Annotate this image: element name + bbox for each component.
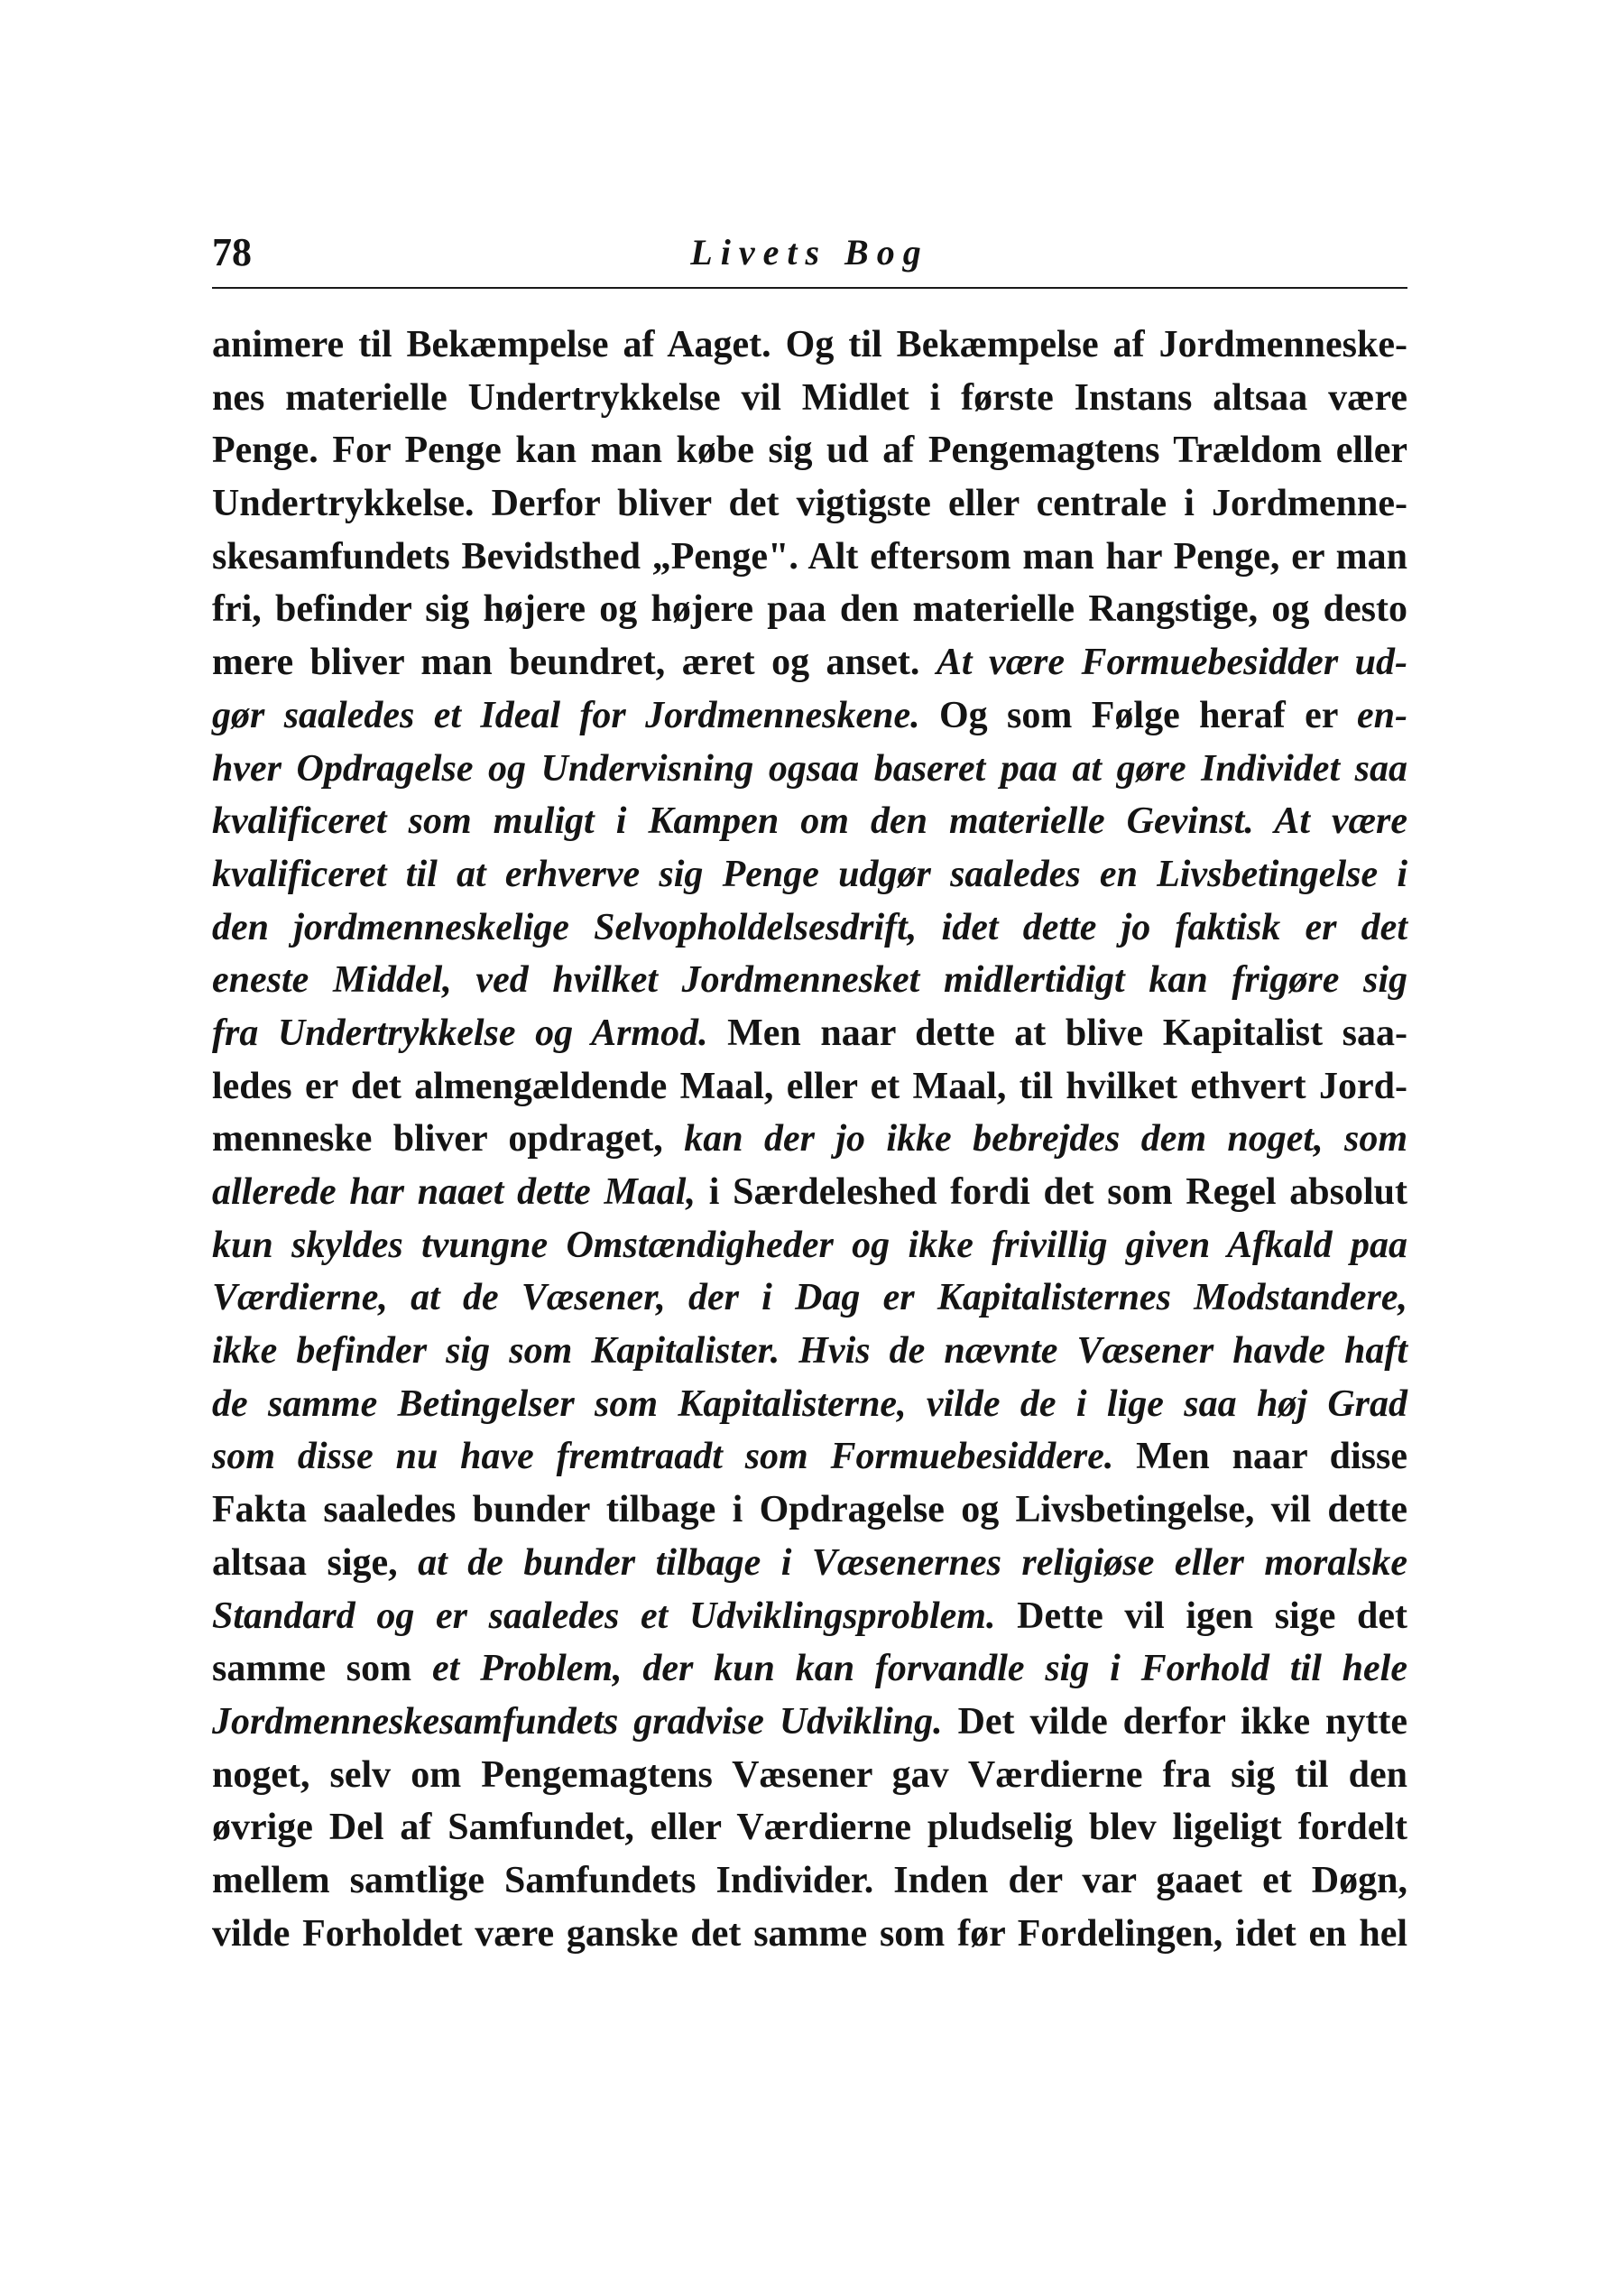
text-run: vilde Forholdet være ganske det samme som før Fordelingen, idet en hel <box>212 1912 1407 1955</box>
italic-text: at de bunder tilbage i Væsenernes religiøse eller moralske <box>418 1541 1408 1584</box>
text-run: Dette vil igen sige det <box>995 1595 1407 1637</box>
text-line <box>212 636 1407 689</box>
text-run: Penge. For Penge kan man købe sig ud af Pengemagtens Trældom eller <box>212 430 1407 472</box>
text-line <box>212 1325 1407 1378</box>
text-line <box>212 954 1407 1007</box>
text-line <box>212 1537 1407 1590</box>
text-run: Men naar dette at blive Kapitalist saa- <box>707 1012 1407 1054</box>
text-run: altsaa sige, <box>212 1541 419 1584</box>
text-line <box>212 1642 1407 1696</box>
text-run: mere bliver man beundret, æret og anset. <box>212 642 937 684</box>
italic-text: kvalificeret til at erhverve sig Penge udgør saaledes en Livsbetingelse i <box>212 853 1407 895</box>
text-line <box>212 1007 1407 1060</box>
text-line <box>212 1801 1407 1854</box>
text-line <box>212 1378 1407 1431</box>
text-line <box>212 848 1407 901</box>
italic-text: At være Formuebesidder ud- <box>936 642 1408 684</box>
running-head <box>212 221 1407 284</box>
text-run: menneske bliver opdraget, <box>212 1118 685 1160</box>
text-line <box>212 477 1407 531</box>
text-run: fri, befinder sig højere og højere paa den materielle Rangstige, og desto <box>212 588 1407 631</box>
text-line <box>212 901 1407 955</box>
italic-text: kan der jo ikke bebrejdes dem noget, som <box>684 1118 1407 1160</box>
italic-text: fra Undertrykkelse og Armod. <box>212 1012 708 1054</box>
text-line <box>212 319 1407 372</box>
italic-text: de samme Betingelser som Kapitalisterne, vilde de i lige saa høj Grad <box>212 1382 1407 1425</box>
text-line <box>212 531 1407 584</box>
italic-text: som disse nu have fremtraadt som Formuebesiddere. <box>212 1436 1114 1478</box>
text-run: mellem samtlige Samfundets Individer. Inden der var gaaet et Døgn, <box>212 1859 1407 1901</box>
text-run: nes materielle Undertrykkelse vil Midlet i første Instans altsaa være <box>212 376 1407 419</box>
italic-text: ikke befinder sig som Kapitalister. Hvis de nævnte Væsener havde haft <box>212 1330 1407 1373</box>
italic-text: gør saaledes et Ideal for Jordmenneskene. <box>212 694 920 736</box>
text-run: skesamfundets Bevidsthed „Penge". Alt eftersom man har Penge, er man <box>212 535 1407 578</box>
running-title: Livets Bog <box>690 232 929 273</box>
text-run: Fakta saaledes bunder tilbage i Opdragelse og Livsbetingelse, vil dette <box>212 1489 1407 1531</box>
text-line <box>212 1271 1407 1325</box>
text-line <box>212 1484 1407 1537</box>
text-line <box>212 1060 1407 1114</box>
text-run: ledes er det almengældende Maal, eller et Maal, til hvilket ethvert Jord- <box>212 1065 1407 1107</box>
text-run: animere til Bekæmpelse af Aaget. Og til Bekæmpelse af Jordmenneske- <box>212 324 1407 365</box>
text-run: Undertrykkelse. Derfor bliver det vigtigste eller centrale i Jordmenne- <box>212 483 1407 525</box>
text-line <box>212 1696 1407 1749</box>
text-line <box>212 583 1407 636</box>
italic-text: kvalificeret som muligt i Kampen om den materielle Gevinst. At være <box>212 800 1407 843</box>
italic-text: Standard og er saaledes et Udviklingsproblem. <box>212 1595 996 1637</box>
text-run: samme som <box>212 1648 432 1690</box>
italic-text: kun skyldes tvungne Omstændigheder og ikke frivillig given Afkald paa <box>212 1224 1407 1266</box>
text-line <box>212 1219 1407 1272</box>
text-line <box>212 424 1407 477</box>
text-line <box>212 1749 1407 1802</box>
italic-text: hver Opdragelse og Undervisning ogsaa baseret paa at gøre Individet saa <box>212 747 1407 790</box>
text-run: Det vilde derfor ikke nytte <box>942 1700 1407 1743</box>
text-line <box>212 1113 1407 1166</box>
header-rule <box>212 287 1407 289</box>
text-line <box>212 372 1407 425</box>
text-line <box>212 689 1407 743</box>
page-number: 78 <box>212 230 252 274</box>
italic-text: allerede har naaet dette Maal, <box>212 1171 696 1213</box>
italic-text: Værdierne, at de Væsener, der i Dag er Kapitalisternes Modstandere, <box>212 1277 1407 1319</box>
body-text <box>212 319 1407 1960</box>
italic-text: den jordmenneskelige Selvopholdelsesdrift, idet dette jo faktisk er det <box>212 906 1407 948</box>
italic-text: Jordmenneskesamfundets gradvise Udvikling. <box>212 1700 943 1743</box>
text-line <box>212 1908 1407 1961</box>
text-line <box>212 1590 1407 1643</box>
text-run: i Særdeleshed fordi det som Regel absolut <box>695 1171 1407 1213</box>
italic-text: en- <box>1356 694 1407 736</box>
text-line <box>212 1430 1407 1484</box>
text-run: Men naar disse <box>1113 1436 1407 1478</box>
text-line <box>212 1166 1407 1219</box>
italic-text: eneste Middel, ved hvilket Jordmennesket midlertidigt kan frigøre sig <box>212 959 1407 1002</box>
text-line <box>212 795 1407 848</box>
italic-text: et Problem, der kun kan forvandle sig i Forhold til hele <box>431 1648 1407 1690</box>
text-run: øvrige Del af Samfundet, eller Værdierne pludselig blev ligeligt fordelt <box>212 1807 1407 1849</box>
text-run: noget, selv om Pengemagtens Væsener gav Værdierne fra sig til den <box>212 1753 1407 1796</box>
text-line <box>212 1854 1407 1908</box>
text-run: Og som Følge heraf er <box>919 694 1357 736</box>
text-line <box>212 743 1407 796</box>
